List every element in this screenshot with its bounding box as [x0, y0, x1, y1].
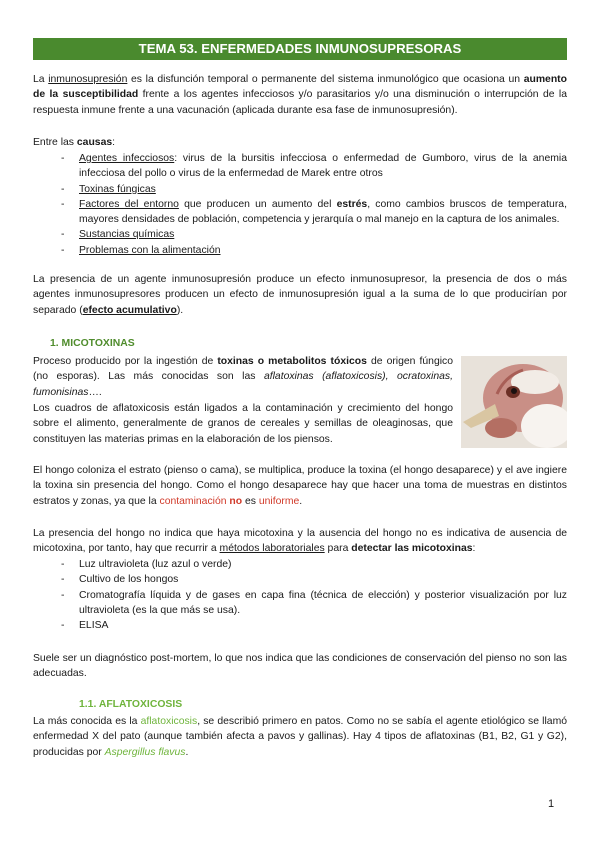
intro-paragraph: La inmunosupresión es la disfunción temporal o permanente del sistema inmunológico que ocasiona un aumento de la susceptibilidad frente a los agentes infecciosos y/o parasitarios y/o una disminución o interrupción de la respuesta inmune frente a una vacunación (aplicada durante esa fase de inmunosupresión).	[33, 74, 568, 116]
micotoxinas-paragraph-1: Proceso producido por la ingestión de toxinas o metabolitos tóxicos de origen fúngico (no esporas). Las más conocidas son las aflatoxinas (aflatoxicosis), ocratoxinas, fumonisinas….	[33, 356, 454, 398]
detection-methods-list	[33, 557, 567, 633]
chicken-head-photo	[461, 356, 567, 448]
list-item: - Agentes infecciosos: virus de la bursitis infecciosa o enfermedad de Gumboro, virus de la anemia infecciosa del pollo o virus de la enfermedad de Marek entre otros	[33, 151, 567, 182]
chicken-head-image	[461, 356, 567, 448]
causes-intro: Entre las causas:	[33, 137, 116, 148]
section-heading-micotoxinas: 1. MICOTOXINAS	[50, 338, 135, 349]
micotoxinas-paragraph-3: El hongo coloniza el estrato (pienso o cama), se multiplica, produce la toxina (el hongo desaparece) y el ave ingiere la toxina sin presencia del hongo. Como el hongo desaparece hay que hacer una toma de muestras en distintos estratos y zonas, ya que la contaminación no es uniforme.	[33, 465, 567, 507]
section-heading-aflatoxicosis: 1.1. AFLATOXICOSIS	[79, 699, 183, 710]
aflatoxicosis-paragraph: La más conocida es la aflatoxicosis, se describió primero en patos. Como no se sabía el agente etiológico se llamó enfermedad X del pato (aunque también afecta a pavos y gallinas). Hay 4 tipos de aflatoxinas (B1, B2, G1 y G2), producidas por Aspergillus flavus.	[33, 716, 567, 758]
list-item: - Toxinas fúngicas	[33, 182, 567, 197]
page-number: 1	[548, 798, 555, 810]
list-item: - Luz ultravioleta (luz azul o verde)	[33, 557, 567, 572]
list-item: - ELISA	[33, 618, 567, 633]
list-item: - Cromatografía líquida y de gases en capa fina (técnica de elección) y posterior visualización por luz ultravioleta (es la que más se usa).	[33, 588, 567, 619]
list-item: - Problemas con la alimentación	[33, 243, 567, 258]
micotoxinas-paragraph-2: Los cuadros de aflatoxicosis están ligados a la contaminación y crecimiento del hongo sobre el alimento, generalmente de granos de cereales y semillas de oleaginosas, que constituyen las materias primas en la elaboración de los piensos.	[33, 403, 453, 445]
cumulative-paragraph: La presencia de un agente inmunosupresión produce un efecto inmunosupresor, la presencia de dos o más agentes inmunosupresores producen un efecto de inmunosupresión igual a la suma de lo que producirían por separado (efecto acumulativo).	[33, 274, 567, 316]
list-item: - Sustancias químicas	[33, 227, 567, 242]
causes-list	[33, 151, 567, 258]
list-item: - Factores del entorno que producen un aumento del estrés, como cambios bruscos de temperatura, mayores densidades de población, competencia y jerarquía o mal manejo en la captura de los animales.	[33, 197, 567, 228]
micotoxinas-paragraph-5: Suele ser un diagnóstico post-mortem, lo que nos indica que las condiciones de conservación del pienso no son las adecuadas.	[33, 653, 567, 680]
page-title: TEMA 53. ENFERMEDADES INMUNOSUPRESORAS	[33, 38, 567, 60]
micotoxinas-paragraph-4: La presencia del hongo no indica que haya micotoxina y la ausencia del hongo no es indicativa de ausencia de micotoxina, por tanto, hay que recurrir a métodos laboratoriales para detectar las micotoxinas:	[33, 528, 567, 555]
list-item: - Cultivo de los hongos	[33, 572, 567, 587]
